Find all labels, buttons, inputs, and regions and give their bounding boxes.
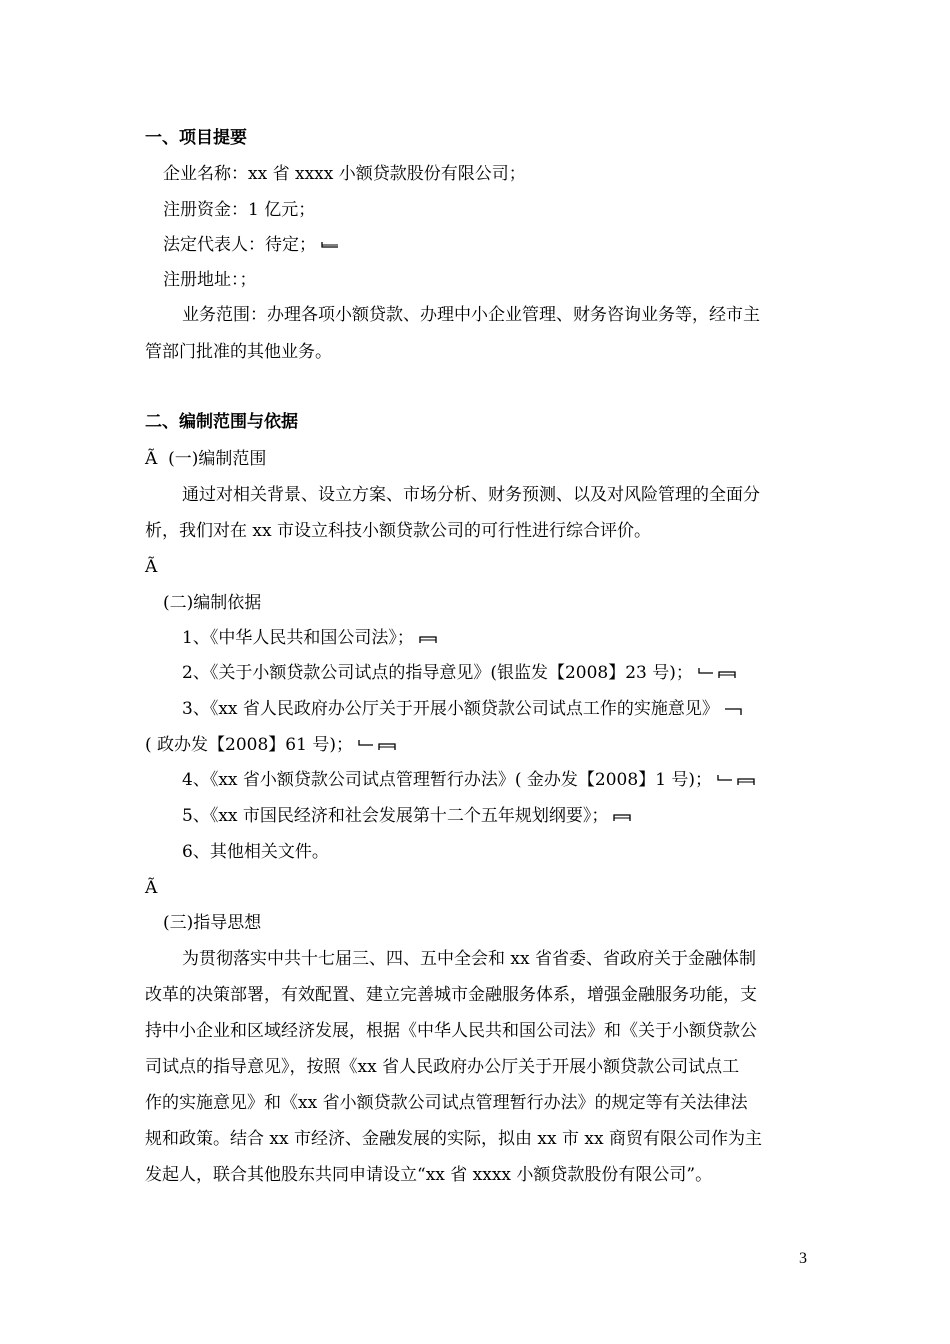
basis-item-text: 4、《xx 省小额贷款公司试点管理暂行办法》( 金办发【2008】1 号)；	[182, 770, 713, 790]
legal-rep-text: 法定代表人：待定；	[163, 235, 316, 255]
p3-line-3: 持中小企业和区域经济发展，根据《中华人民共和国公司法》和《关于小额贷款公	[145, 1021, 757, 1041]
anchor-glyph: Ã	[145, 449, 158, 469]
sub1-heading: (一)编制范围	[168, 449, 267, 469]
line-break-mark-icon	[320, 234, 340, 258]
line-break-mark-icon	[357, 734, 399, 758]
p1-line-2: 析，我们对在 xx 市设立科技小额贷款公司的可行性进行综合评价。	[145, 521, 651, 541]
sub1-line	[145, 447, 266, 471]
page-number: 3	[799, 1250, 807, 1267]
basis-item-2	[182, 661, 739, 685]
section1-heading: 一、项目提要	[145, 128, 247, 148]
company-name-line: 企业名称：xx 省 xxxx 小额贷款股份有限公司；	[163, 164, 526, 184]
paragraph-mark-icon	[723, 698, 743, 722]
section2-heading: 二、编制范围与依据	[145, 412, 298, 432]
line-break-mark-icon	[697, 662, 739, 686]
basis-item-text: ( 政办发【2008】61 号)；	[145, 735, 353, 755]
p3-line-5: 作的实施意见》和《xx 省小额贷款公司试点管理暂行办法》的规定等有关法律法	[145, 1093, 748, 1113]
basis-item-5	[182, 804, 632, 828]
p3-line-2: 改革的决策部署，有效配置、建立完善城市金融服务体系，增强金融服务功能，支	[145, 985, 757, 1005]
legal-rep-line	[163, 233, 340, 257]
p3-line-7: 发起人，联合其他股东共同申请设立“xx 省 xxxx 小额贷款股份有限公司”。	[145, 1165, 713, 1185]
basis-item-3	[182, 697, 743, 721]
basis-item-1	[182, 626, 438, 650]
sub2-heading: (二)编制依据	[163, 593, 262, 613]
scope-line-1: 业务范围：办理各项小额贷款、办理中小企业管理、财务咨询业务等，经市主	[182, 305, 760, 325]
basis-item-text: 5、《xx 市国民经济和社会发展第十二个五年规划纲要》；	[182, 806, 609, 826]
p3-line-6: 规和政策。结合 xx 市经济、金融发展的实际，拟由 xx 市 xx 商贸有限公司作为主	[145, 1129, 762, 1149]
anchor-glyph-2: Ã	[145, 557, 158, 577]
scope-line-2: 管部门批准的其他业务。	[145, 342, 332, 362]
p3-line-1: 为贯彻落实中共十七届三、四、五中全会和 xx 省省委、省政府关于金融体制	[182, 949, 756, 969]
p1-line-1: 通过对相关背景、设立方案、市场分析、财务预测、以及对风险管理的全面分	[182, 485, 760, 505]
basis-item-4	[182, 768, 758, 792]
basis-item-3-cont	[145, 733, 399, 757]
paragraph-mark-icon	[612, 805, 632, 829]
basis-item-text: 3、《xx 省人民政府办公厅关于开展小额贷款公司试点工作的实施意见》	[182, 699, 719, 719]
sub3-heading: (三)指导思想	[163, 913, 262, 933]
basis-item-text: 1、《中华人民共和国公司法》；	[182, 628, 414, 648]
line-break-mark-icon	[716, 769, 758, 793]
paragraph-mark-icon	[418, 627, 438, 651]
p3-line-4: 司试点的指导意见》，按照《xx 省人民政府办公厅关于开展小额贷款公司试点工	[145, 1057, 740, 1077]
address-line: 注册地址：；	[163, 270, 257, 290]
anchor-glyph-3: Ã	[145, 878, 158, 898]
capital-line: 注册资金：1 亿元；	[163, 200, 316, 220]
basis-item-6: 6、其他相关文件。	[182, 842, 329, 862]
basis-item-text: 2、《关于小额贷款公司试点的指导意见》(银监发【2008】23 号)；	[182, 663, 693, 683]
